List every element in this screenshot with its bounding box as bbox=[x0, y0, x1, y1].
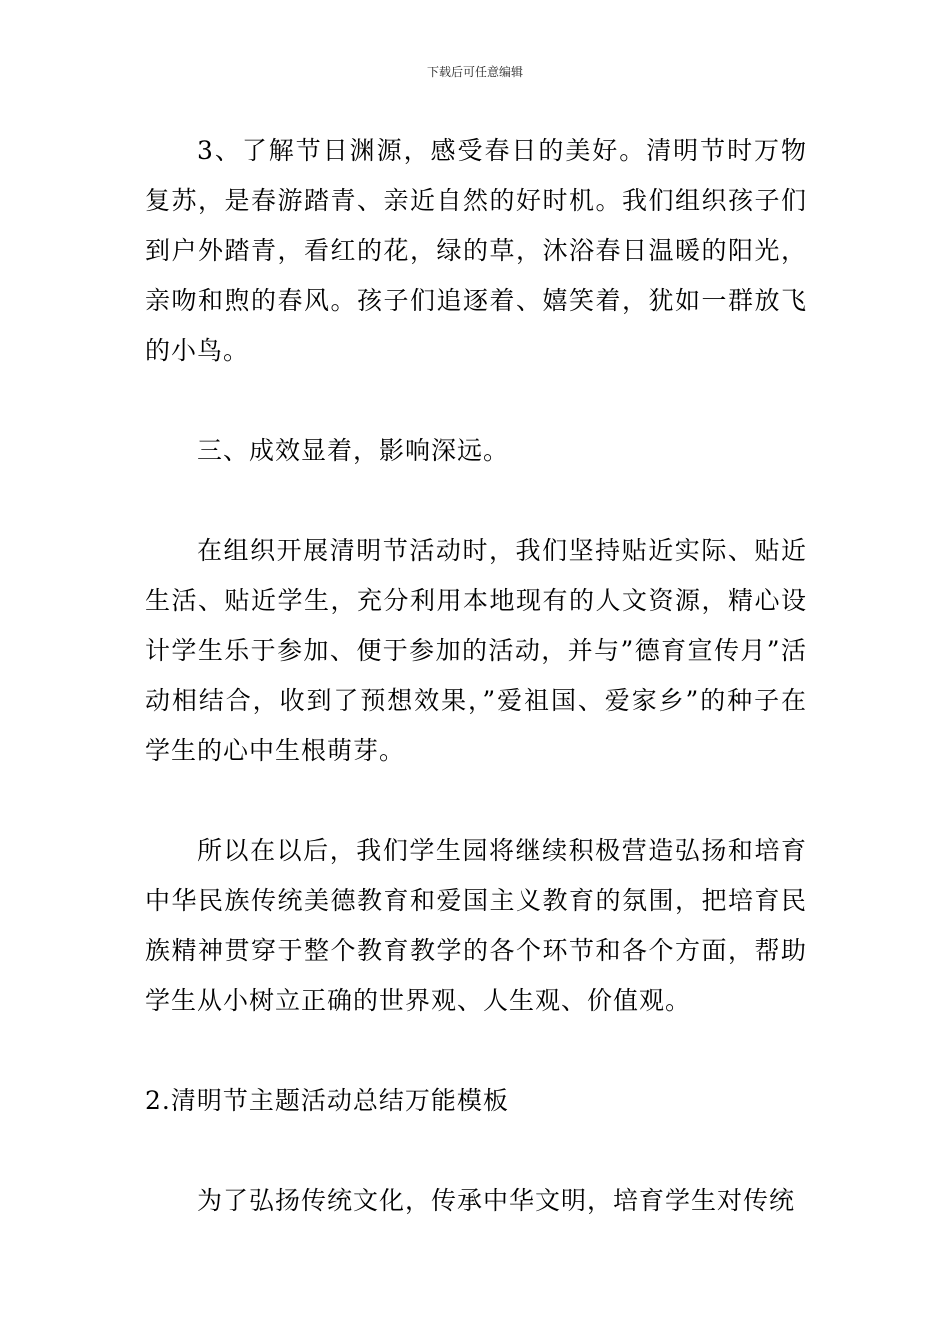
paragraph-gap bbox=[145, 376, 807, 426]
paragraph-activity-approach: 在组织开展清明节活动时，我们坚持贴近实际、贴近生活、贴近学生，充分利用本地现有的人文资源，精心设计学生乐于参加、便于参加的活动，并与”德育宣传月”活动相结合，收到了预想效果，”爱祖国、爱家乡”的种子在学生的心中生根萌芽。 bbox=[145, 536, 807, 765]
section-title-template: 2.清明节主题活动总结万能模板 bbox=[145, 1086, 509, 1115]
section-heading-results: 三、成效显着，影响深远。 bbox=[197, 436, 510, 465]
paragraph-gap bbox=[145, 476, 807, 526]
paragraph-gap bbox=[145, 1126, 807, 1176]
paragraph-understand-festival: 3、了解节日渊源，感受春日的美好。清明节时万物复苏，是春游踏青、亲近自然的好时机。我们组织孩子们到户外踏青，看红的花，绿的草，沐浴春日温暖的阳光，亲吻和煦的春风。孩子们追逐着、嬉笑着，犹如一群放飞的小鸟。 bbox=[145, 136, 807, 365]
paragraph-future-plans: 所以在以后，我们学生园将继续积极营造弘扬和培育中华民族传统美德教育和爱国主义教育的氛围，把培育民族精神贯穿于整个教育教学的各个环节和各个方面，帮助学生从小树立正确的世界观、人生观、价值观。 bbox=[145, 836, 807, 1015]
paragraph-template-intro: 为了弘扬传统文化，传承中华文明，培育学生对传统 bbox=[197, 1186, 796, 1215]
document-body bbox=[145, 126, 807, 1226]
page-header: 下载后可任意编辑 bbox=[426, 65, 523, 79]
paragraph-gap bbox=[145, 1026, 807, 1076]
paragraph-gap bbox=[145, 776, 807, 826]
